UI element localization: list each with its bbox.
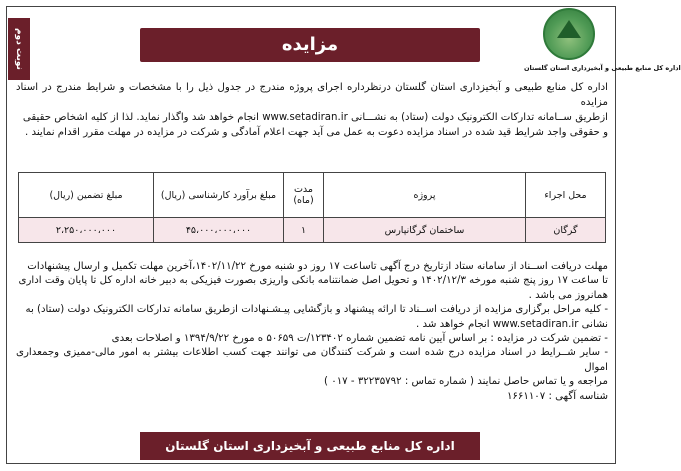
cell-location: گرگان [526, 218, 606, 243]
header-duration: مدت (ماه) [284, 173, 324, 218]
details-line-3: همانروز می باشد . [528, 289, 608, 301]
page-title: مزایده [140, 28, 480, 62]
details-line-8: مراجعه و یا تماس حاصل نمایند ( شماره تماس : ۳۲۲۳۵۷۹۲ - ۰۱۷ ) [324, 376, 608, 388]
organization-logo [524, 8, 681, 74]
details-line-7: - سایر شــرایط در اسناد مزایده درج شده است و شرکت کنندگان می توانند جهت کسب اطلاعات بیشتر به امور مالی-ممیزی وجمعداری اموال [16, 347, 608, 373]
table-header-row [19, 173, 606, 218]
details-paragraph [16, 260, 608, 404]
intro-line-1: اداره کل منابع طبیعی و آبخیزداری استان گلستان درنظرداره اجرای پروژه مندرج در جدول ذیل را با مشخصات و شرایط مندرج در اسناد مزایده [16, 82, 608, 108]
ad-id: شناسه آگهی : ۱۶۶۱۱۰۷ [506, 390, 608, 402]
intro-line-3: و حقوقی واجد شرایط قید شده در اسناد مزایده دعوت به عمل می آید جهت اعلام آمادگی و شرکت در مزایده در مهلت مقرر اقدام نمایند . [25, 127, 608, 138]
cell-duration: ۱ [284, 218, 324, 243]
tender-table [18, 172, 606, 243]
details-line-1: مهلت دریافت اســناد از سامانه ستاد ازتاریخ درج آگهی تاساعت ۱۷ روز دو شنبه مورخ ۱۴۰۲/۱۱/۲۲،آخرین مهلت تکمیل و ارسال پیشنهادات [27, 261, 608, 272]
details-line-4: - کلیه مراحل برگزاری مزایده از دریافت اســناد تا ارائه پیشنهاد و بازگشایی پیـشـنهادات ازطریق سامانه تدارکات الکترونیک دولت (ستاد) به [25, 304, 608, 316]
intro-paragraph [16, 80, 608, 140]
header-project: پروژه [324, 173, 526, 218]
table-row [19, 218, 606, 243]
header-location: محل اجراء [526, 173, 606, 218]
details-line-2: تا ساعت ۱۷ روز پنج شنبه مورخه ۱۴۰۲/۱۲/۳ و تحویل اصل ضمانتنامه بانکی واریزی بصورت فیزیکی به دبیر خانه اداره کل تا پایان وقت اداری [18, 275, 608, 287]
cell-project: ساختمان گرگانپارس [324, 218, 526, 243]
emblem-icon [543, 8, 595, 60]
header-guarantee: مبلغ تضمین (ریال) [19, 173, 154, 218]
header-estimate: مبلغ برآورد کارشناسی (ریال) [154, 173, 284, 218]
round-badge: نوبت دوم [8, 18, 30, 80]
org-caption: اداره کل منابع طبیعی و آبخیزداری استان گلستان [524, 64, 681, 72]
details-line-6: - تضمین شرکت در مزایده : بر اساس آیین نامه تضمین شماره ۱۲۳۴۰۲/ت ۵۰۶۵۹ ه مورخ ۱۳۹۴/۹/۲۲ و اصلاحات بعدی [111, 333, 608, 345]
intro-line-2: ازطریق ســامانه تدارکات الکترونیک دولت (ستاد) به نشـــانی www.setadiran.ir انجام خواهد شد واگذار نماید. لذا از کلیه اشخاص حقیقی [22, 112, 608, 123]
footer-banner: اداره کل منابع طبیعی و آبخیزداری استان گلستان [140, 432, 480, 460]
cell-estimate: ۴۵،۰۰۰،۰۰۰،۰۰۰ [154, 218, 284, 243]
details-line-5: نشانی www.setadiran.ir انجام خواهد شد . [416, 318, 608, 330]
cell-guarantee: ۲،۲۵۰،۰۰۰،۰۰۰ [19, 218, 154, 243]
